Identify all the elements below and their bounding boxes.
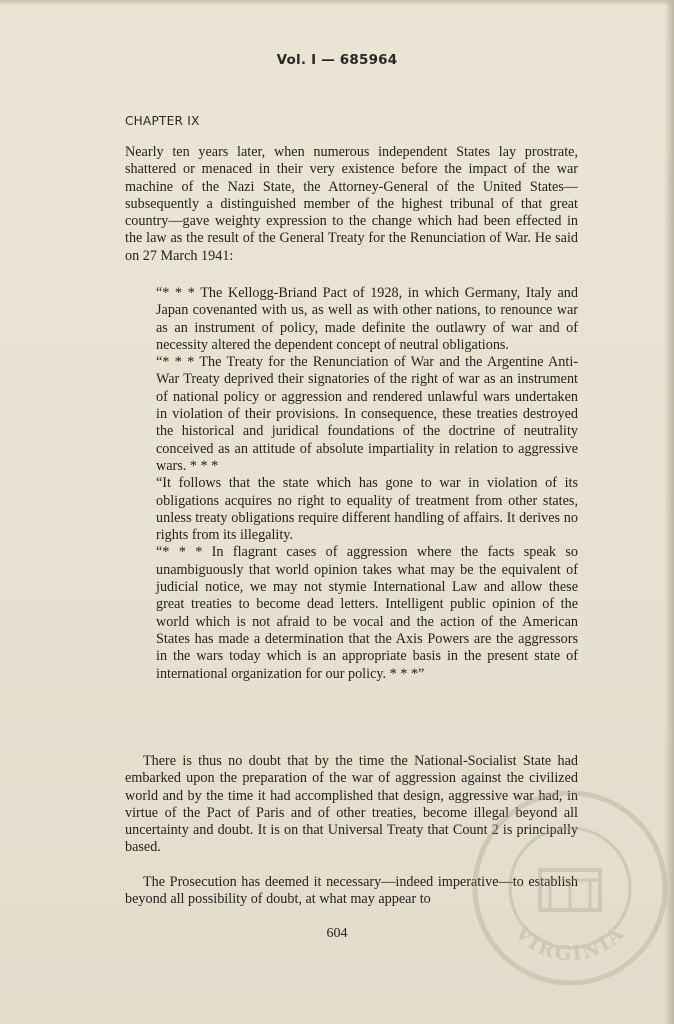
- quote-paragraph: “It follows that the state which has gone to war in violation of its obligations acquires no right to equality of treatment from other states, unless treaty obligations require different handling of affairs. It derives no rights from its illegality.: [156, 475, 578, 544]
- quote-paragraph: “* * * In flagrant cases of aggression where the facts speak so unambiguously that world opinion takes what may be the equivalent of judicial notice, we may not stymie International Law and allow these great treaties to become dead letters. Intelligent public opinion of the world which is not afraid to be vocal and the action of the American States has made a determination that the Axis Powers are the aggressors in the wars today which is an appropriate basis in the present state of international organization for our policy. * * *”: [156, 544, 578, 682]
- page-number: 604: [326, 926, 348, 941]
- university-seal-icon: [470, 788, 670, 988]
- paragraph-1: [125, 144, 578, 265]
- chapter-heading: CHAPTER IX: [125, 114, 200, 128]
- quoted-passage: [156, 285, 578, 683]
- paragraph-text: Nearly ten years later, when numerous independent States lay prostrate, shattered or menaced in their very existence before the impact of the war machine of the Nazi State, the Attorney-General of the United States—subsequently a distinguished member of the highest tribunal of that great country—gave weighty expression to the change which had been effected in the law as the result of the General Treaty for the Renunciation of War. He said on 27 March 1941:: [125, 144, 578, 264]
- paragraph-text: There is thus no doubt that by the time the National-Socialist State had embarked upon the preparation of the war of aggression against the civilized world and by the time it had accomplished that design, aggressive war had, in virtue of the Pact of Paris and of other treaties, become illegal beyond all uncertainty and doubt. It is on that Universal Treaty that Count 2 is principally based.: [125, 753, 578, 856]
- page-edge-shadow: [0, 0, 674, 6]
- svg-text:VIRGINIA: VIRGINIA: [510, 920, 630, 966]
- paragraph-text: The Prosecution has deemed it necessary—indeed imperative—to establish beyond all possibility of doubt, at what may appear to: [125, 874, 578, 908]
- quote-paragraph: “* * * The Kellogg-Briand Pact of 1928, in which Germany, Italy and Japan covenanted with us, as well as with other nations, to renounce war as an instrument of policy, made definite the outlawry of war and of necessity altered the dependent concept of neutral obligations.: [156, 285, 578, 353]
- quote-paragraph: “* * * The Treaty for the Renunciation of War and the Argentine Anti-War Treaty deprived their signatories of the right of war as an instrument of national policy or aggression and rendered unlawful wars undertaken in violation of their provisions. In consequence, these treaties destroyed the historical and juridical foundations of the doctrine of neutrality conceived as an attitude of absolute impartiality in relation to aggressive wars. * * *: [156, 354, 578, 474]
- volume-reference: Vol. I — 685964: [276, 52, 398, 68]
